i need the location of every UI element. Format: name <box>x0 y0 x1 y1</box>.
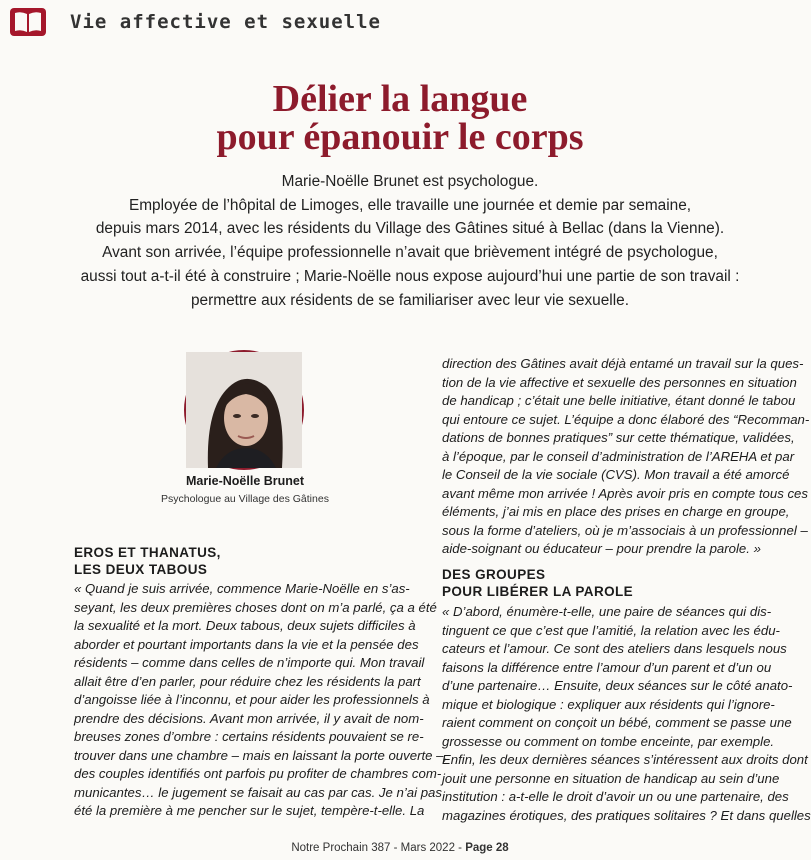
body-line: « D’abord, énumère-t-elle, une paire de séances qui dis- <box>442 604 772 619</box>
body-line: municantes… le jugement se faisait au cas par cas. Je n’ai pas <box>74 784 442 800</box>
article-intro <box>60 170 760 312</box>
portrait-name: Marie-Noëlle Brunet <box>185 474 305 488</box>
intro-line: Marie-Noëlle Brunet est psychologue. <box>281 173 539 190</box>
body-line: grossesse ou comment on tombe enceinte, par exemple. <box>442 733 775 749</box>
right-column-top <box>442 355 810 559</box>
heading-line: LES DEUX TABOUS <box>74 562 208 577</box>
intro-line: aussi tout a-t-il été à construire ; Marie-Noëlle nous expose aujourd’hui une partie de son travail : <box>80 267 740 285</box>
body-line: magazines érotiques, des pratiques solitaires ? Et dans quelles <box>442 807 811 823</box>
heading-line: DES GROUPES <box>442 567 546 582</box>
body-line: aborder et pourtant importants dans la vie et la pensée des <box>74 636 419 652</box>
body-line: institution : a-t-elle le droit d’avoir un ou une partenaire, des <box>442 789 789 804</box>
portrait <box>184 350 304 470</box>
heading-line: POUR LIBÉRER LA PAROLE <box>442 584 634 599</box>
body-line: tinguent ce que c’est que l’amitié, la relation avec les édu- <box>442 622 780 638</box>
right-column-bottom <box>442 603 811 825</box>
left-column <box>74 580 448 821</box>
title-line: pour épanouir le corps <box>216 116 584 158</box>
body-line: « Quand je suis arrivée, commence Marie-Noëlle en s’as- <box>74 581 410 596</box>
body-line: qui entoure ce sujet. L’équipe a donc élaboré des “Recomman- <box>442 411 810 427</box>
article-title <box>0 80 800 156</box>
body-line: des couples identifiés ont parfois pu profiter de chambres com- <box>74 766 442 781</box>
portrait-photo <box>184 350 304 470</box>
body-line: la sexualité et la mort. Deux tabous, deux sujets difficiles à <box>74 618 416 633</box>
intro-line: Employée de l’hôpital de Limoges, elle travaille une journée et demie par semaine, <box>128 196 692 214</box>
body-line: été la première à me pencher sur le sujet, tempère-t-elle. La <box>74 803 425 818</box>
heading-line: EROS ET THANATUS, <box>74 545 221 560</box>
footer-text: Notre Prochain 387 - Mars 2022 - <box>291 842 466 854</box>
body-line: direction des Gâtines avait déjà entamé un travail sur la ques- <box>442 356 804 371</box>
page-footer <box>0 842 800 854</box>
intro-line: depuis mars 2014, avec les résidents du Village des Gâtines situé à Bellac (dans la Vienne). <box>95 220 725 238</box>
body-line: le Conseil de la vie sociale (CVS). Mon travail a été amorcé <box>442 467 790 482</box>
body-line: sous la forme d’ateliers, où je m’associais à un professionnel – <box>442 522 808 538</box>
body-line: raient comment on conçoit un bébé, comment se passe une <box>442 715 792 730</box>
body-line: faisons la différence entre l’amour d’un parent et d’un ou <box>442 659 772 675</box>
body-line: aide-soignant ou éducateur – pour prendre la parole. » <box>442 541 761 556</box>
intro-line: Avant son arrivée, l’équipe professionnelle n’avait que brièvement intégré de psychologue, <box>102 244 718 262</box>
body-line: d’angoisse liée à l’inconnu, et pour aider les professionnels à <box>74 692 430 707</box>
intro-line: permettre aux résidents de se familiariser avec leur vie sexuelle. <box>191 291 629 309</box>
body-line: avant même mon arrivée ! Après avoir pris en compte tous ces <box>442 485 808 501</box>
body-line: mique et biologique : expliquer aux résidents qui l’ignore- <box>442 696 775 712</box>
section-title: Vie affective et sexuelle <box>70 11 381 33</box>
body-line: Enfin, les deux dernières séances s’intéressent aux droits dont <box>442 752 808 767</box>
section-header <box>8 4 788 40</box>
body-line: de handicap ; c’était une belle initiative, étant donné le tabou <box>442 393 796 408</box>
body-line: cateurs et l’amour. Ce sont des ateliers dans lesquels nous <box>442 641 787 656</box>
body-line: résidents – comme dans celles de n’importe qui. Mon travail <box>74 655 425 670</box>
body-line: prendre des décisions. Avant mon arrivée, il y avait de nom- <box>74 710 424 726</box>
page-number: Page 28 <box>465 842 509 854</box>
body-line: dations de bonnes pratiques” sur cette thématique, validées, <box>442 430 795 445</box>
title-line: Délier la langue <box>272 78 528 120</box>
left-section-heading <box>74 544 221 578</box>
body-line: trouver dans une chambre – mais en laissant la porte ouverte –, <box>74 747 448 763</box>
portrait-role: Psychologue au Village des Gâtines <box>161 493 329 505</box>
body-line: breuses zones d’ombre : certains résidents pouvaient se re- <box>74 729 424 744</box>
right-section-heading <box>442 566 633 600</box>
portrait-image <box>186 352 302 468</box>
body-line: jouit une personne en situation de handicap au sein d’une <box>442 770 780 786</box>
body-line: éléments, j’ai mis en place des prises en charge en groupe, <box>442 504 790 519</box>
body-line: à l’époque, par le conseil d’administration de l’AREHA et par <box>442 448 795 464</box>
body-line: allait être d’en parler, pour réduire chez les résidents la part <box>74 673 421 689</box>
body-line: seyant, les deux premières choses dont on m’a parlé, ça a été <box>74 599 437 615</box>
body-line: tion de la vie affective et sexuelle des personnes en situation <box>442 374 797 390</box>
open-book-icon <box>8 5 48 39</box>
body-line: d’une partenaire… Ensuite, deux séances sur le côté anato- <box>442 678 793 693</box>
